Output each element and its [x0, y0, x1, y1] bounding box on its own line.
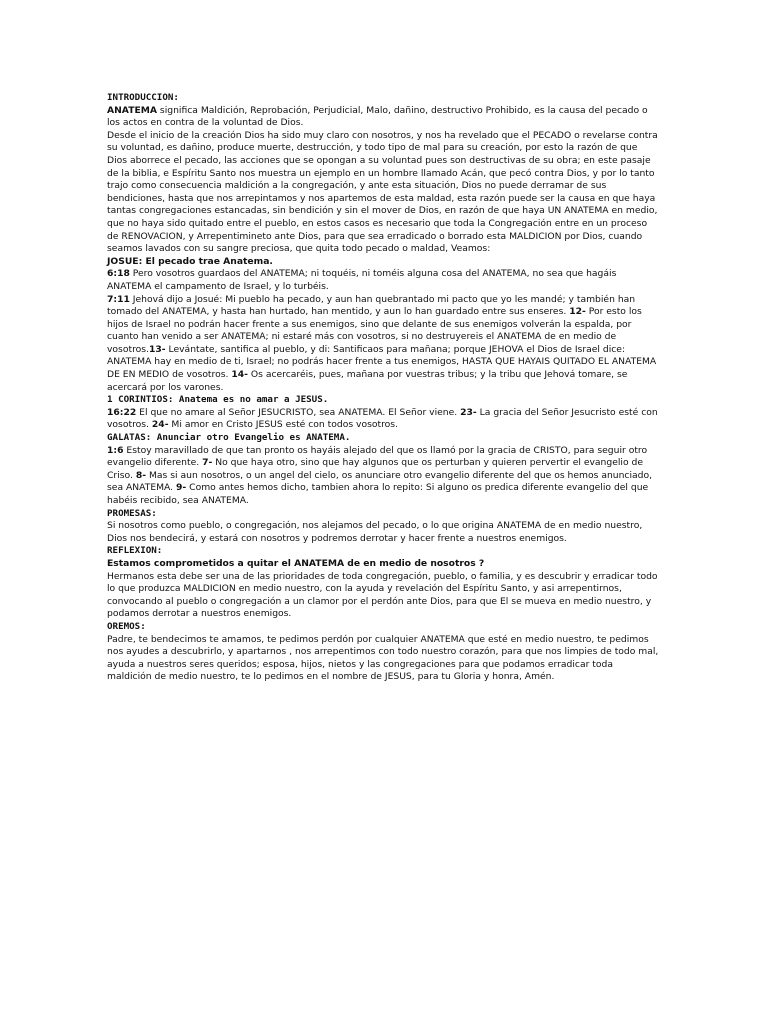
verse-text: Por esto los hijos de Israel no podrán hacer frente a sus enemigos, sino que delante de sus enemigos volverán la espalda, por cuanto han venido a ser ANATEMA; ni estaré más con vosotros, si no destruyereis el ANATEMA de en medio de vosotros.: [107, 306, 642, 355]
reflexion-question: Estamos comprometidos a quitar el ANATEMA de en medio de nosotros ?: [107, 557, 485, 569]
verse-text: El que no amare al Señor JESUCRISTO, sea ANATEMA. El Señor viene.: [136, 406, 461, 418]
oremos-text: Padre, te bendecimos te amamos, te pedimos perdón por cualquier ANATEMA que esté en medio nuestro, te pedimos nos ayudes a descubrirlo, y apartarnos , nos arrepentimos con todo nuestro corazón, para que nos limpies de todo mal, ayuda a nuestros seres queridos; esposa, hijos, nietos y las congregaciones para que podamos erradicar toda maldición de medio nuestro, te lo pedimos en el nombre de JESUS, para tu Gloria y honra, Amén.: [107, 633, 659, 683]
galatas-verses: [107, 445, 659, 508]
verse-ref: 13-: [148, 343, 166, 355]
intro-heading: INTRODUCCION:: [107, 92, 179, 103]
verse-ref: 23-: [460, 406, 477, 418]
verse-text: Estoy maravillado de que tan pronto os hayáis alejado del que os llamó por la gracia de CRISTO, para seguir otro evangelio diferente.: [107, 444, 648, 469]
verse-text: Pero vosotros guardaos del ANATEMA; ni toquéis, ni toméis alguna cosa del ANATEMA, no sea que hagáis ANATEMA el campamento de Israel, y lo turbéis.: [107, 268, 617, 292]
verse-ref: 9-: [176, 482, 187, 494]
corintios-verses: [107, 407, 659, 432]
verse-ref: 7:11: [107, 293, 130, 305]
promesas-heading: PROMESAS:: [107, 507, 157, 519]
verse-text: La gracia del Señor Jesucristo esté con vosotros.: [107, 406, 658, 431]
josue-heading: JOSUE: El pecado trae Anatema.: [107, 255, 273, 267]
promesas-text: Si nosotros como pueblo, o congregación, nos alejamos del pecado, o lo que origina ANATEMA de en medio nuestro, Dios nos bendecirá, y estará con nosotros y podremos derrotar y hacer frente a nuestros enemigos.: [107, 520, 643, 544]
verse-ref: 14-: [231, 369, 248, 381]
definition-text: significa Maldición, Reprobación, Perjudicial, Malo, dañino, destructivo Prohibido, es la causa del pecado o los actos en contra de la voluntad de Dios.: [107, 104, 648, 129]
reflexion-text: Hermanos esta debe ser una de las prioridades de toda congregación, pueblo, o familia, y es descubrir y erradicar todo lo que produzca MALDICION en medio nuestro, con la ayuda y revelación del Espíritu Santo, y asi arrepentirnos, convocando al pueblo o congregación a un clamor por el perdón ante Dios, para que El se mueva en medio nuestro, y podamos derrotar a nuestros enemigos.: [107, 570, 658, 620]
intro-paragraph: Desde el inicio de la creación Dios ha sido muy claro con nosotros, y nos ha revelado que el PECADO o revelarse contra su voluntad, es dañino, produce muerte, destrucción, y todo tipo de mal para su creación, por esto la razón de que Dios aborrece el pecado, las acciones que se opongan a su voluntad pues son destructivas de su obra; en este pasaje de la biblia, e Espíritu Santo nos muestra un ejemplo en un hombre llamado Acán, que pecó contra Dios, y por lo tanto trajo como consecuencia maldición a la congregación, y ante esta situación, Dios no puede derramar de sus bendiciones, hasta que nos arrepintamos y nos apartemos de esta maldad, esta razón puede ser la causa en que haya tantas congregaciones estancadas, sin bendición y sin el mover de Dios, en razón de que haya UN ANATEMA en medio, que no haya sido quitado entre el pueblo, en estos casos es necesario que toda la Congregación entre en un proceso de RENOVACION, y Arrepentimineto ante Dios, para que sea erradicado o borrado esta MALDICION por Dios, cuando seamos lavados con su sangre preciosa, que quita todo pecado o maldad, Veamos:: [107, 129, 658, 255]
verse-text: Levántate, santifica al pueblo, y di: Santificaos para mañana; porque JEHOVA el Dios de Israel dice: ANATEMA hay en medio de ti, Israel; no podrás hacer frente a tus enemigos, HASTA QUE HAYAIS QUITADO EL ANATEMA DE EN MEDIO de vosotros.: [107, 343, 657, 381]
galatas-heading: GALATAS: Anunciar otro Evangelio es ANATEMA.: [107, 432, 351, 444]
verse-text: Mi amor en Cristo JESUS esté con todos vosotros.: [168, 419, 399, 431]
corintios-heading: 1 CORINTIOS: Anatema es no amar a JESUS.: [107, 394, 329, 406]
intro-definition: [107, 105, 659, 130]
josue-verses-7: [107, 294, 659, 395]
verse-ref: 1:6: [107, 444, 124, 456]
oremos-heading: OREMOS:: [107, 620, 146, 632]
verse-text: Jehová dijo a Josué: Mi pueblo ha pecado, y aun han quebrantado mi pacto que yo les mandé; y también han tomado del ANATEMA, y hasta han hurtado, han mentido, y aun lo han guardado entre sus enseres.: [107, 293, 636, 318]
josue-verse-6-18: [107, 268, 659, 293]
verse-ref: 7-: [202, 457, 213, 469]
verse-ref: 16:22: [107, 406, 137, 418]
verse-ref: 12-: [569, 306, 586, 318]
verse-ref: 6:18: [107, 268, 130, 280]
verse-text: Como antes hemos dicho, tambien ahora lo repito: Si alguno os predica diferente evangelio del que habéis recibido, sea ANATEMA.: [107, 482, 649, 506]
verse-text: Os acercaréis, pues, mañana por vuestras tribus; y la tribu que Jehová tomare, se acercará por los varones.: [107, 369, 628, 393]
document-page: [107, 92, 659, 684]
verse-text: No que haya otro, sino que hay algunos que os perturban y quieren pervertir el evangelio de Criso.: [107, 457, 643, 481]
verse-text: Mas si aun nosotros, o un angel del cielo, os anunciare otro evangelio diferente del que os hemos anunciado, sea ANATEMA.: [107, 469, 653, 494]
term-anatema: ANATEMA: [107, 104, 157, 116]
reflexion-heading: REFLEXION:: [107, 545, 163, 557]
verse-ref: 24-: [151, 419, 169, 431]
verse-ref: 8-: [135, 469, 147, 481]
